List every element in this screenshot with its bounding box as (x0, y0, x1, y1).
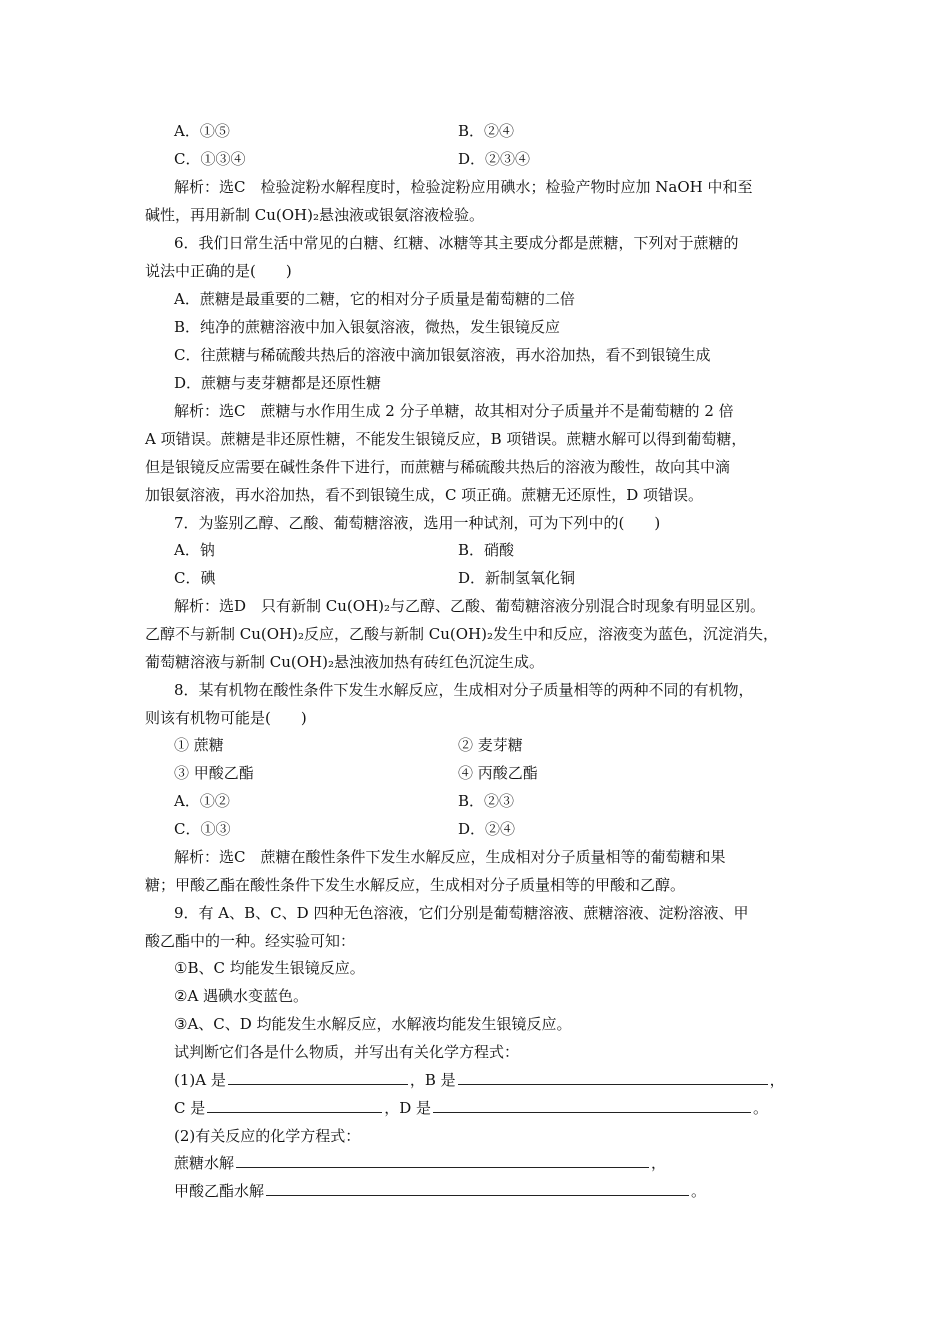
q6-stem-line: 6．我们日常生活中常见的白糖、红糖、冰糖等其主要成分都是蔗糖，下列对于蔗糖的 (174, 234, 739, 252)
q9-prompt: 试判断它们各是什么物质，并写出有关化学方程式： (174, 1043, 520, 1061)
q5-analysis-line: 解析：选C 检验淀粉水解程度时，检验淀粉应用碘水；检验产物时应加 NaOH 中和至 (174, 178, 753, 196)
q5-option-c: C．①③④ (174, 150, 246, 168)
answer-blank-a[interactable] (228, 1070, 408, 1085)
q8-option-c: C．①③ (174, 820, 231, 838)
q8-option-d: D．②④ (458, 820, 516, 838)
q8-option-b: B．②③ (458, 792, 515, 810)
answer-blank-d[interactable] (433, 1098, 751, 1113)
answer-blank-c[interactable] (207, 1098, 382, 1113)
q8-analysis-line: 糖；甲酸乙酯在酸性条件下发生水解反应，生成相对分子质量相等的甲酸和乙醇。 (145, 876, 686, 894)
answer-blank-equation-2[interactable] (266, 1181, 689, 1196)
q6-analysis-line: A 项错误。蔗糖是非还原性糖，不能发生银镜反应，B 项错误。蔗糖水解可以得到葡萄糖， (145, 430, 747, 448)
q8-option-a: A．①② (174, 792, 230, 810)
punct: ， (651, 1154, 667, 1172)
label-c: C 是 (174, 1099, 206, 1117)
q7-option-c: C．碘 (174, 569, 216, 587)
q7-option-b: B．硝酸 (458, 541, 515, 559)
q7-analysis-line: 解析：选D 只有新制 Cu(OH)₂与乙醇、乙酸、葡萄糖溶液分别混合时现象有明显区别。 (174, 597, 766, 615)
q6-stem-line: 说法中正确的是( ) (145, 262, 292, 280)
q5-analysis-line: 碱性，再用新制 Cu(OH)₂悬浊液或银氨溶液检验。 (145, 206, 485, 224)
q9-fact: ①B、C 均能发生银镜反应。 (174, 959, 365, 977)
label-b: ，B 是 (409, 1071, 456, 1089)
answer-blank-b[interactable] (458, 1070, 768, 1085)
q5-option-a: A．①⑤ (174, 122, 230, 140)
q9-fact: ②A 遇碘水变蓝色。 (174, 987, 309, 1005)
q7-stem: 7．为鉴别乙醇、乙酸、葡萄糖溶液，选用一种试剂，可为下列中的( ) (174, 514, 661, 532)
punct: 。 (691, 1182, 707, 1200)
q8-item: ② 麦芽糖 (458, 736, 523, 754)
q5-option-d: D．②③④ (458, 150, 531, 168)
q6-option-d: D．蔗糖与麦芽糖都是还原性糖 (174, 374, 382, 392)
q8-analysis-line: 解析：选C 蔗糖在酸性条件下发生水解反应，生成相对分子质量相等的葡萄糖和果 (174, 848, 726, 866)
q9-equation-line (174, 1179, 706, 1203)
q8-item: ① 蔗糖 (174, 736, 224, 754)
punct: 。 (753, 1099, 769, 1117)
q9-stem-line: 酸乙酯中的一种。经实验可知： (145, 932, 356, 950)
q6-option-c: C．往蔗糖与稀硫酸共热后的溶液中滴加银氨溶液，再水浴加热，看不到银镜生成 (174, 346, 711, 364)
q6-analysis-line: 但是银镜反应需要在碱性条件下进行，而蔗糖与稀硫酸共热后的溶液为酸性，故向其中滴 (145, 458, 731, 476)
q8-stem-line: 则该有机物可能是( ) (145, 709, 307, 727)
q5-option-b: B．②④ (458, 122, 515, 140)
q6-option-a: A．蔗糖是最重要的二糖，它的相对分子质量是葡萄糖的二倍 (174, 290, 575, 308)
q9-part2-heading: (2)有关反应的化学方程式： (174, 1127, 361, 1145)
answer-blank-equation-1[interactable] (236, 1153, 649, 1168)
q6-option-b: B．纯净的蔗糖溶液中加入银氨溶液，微热，发生银镜反应 (174, 318, 561, 336)
q9-part1-line (174, 1096, 768, 1120)
q7-analysis-line: 乙醇不与新制 Cu(OH)₂反应，乙酸与新制 Cu(OH)₂发生中和反应，溶液变为蓝色，沉淀消失， (145, 625, 779, 643)
equation-label: 甲酸乙酯水解 (174, 1182, 265, 1200)
q8-item: ③ 甲酸乙酯 (174, 764, 254, 782)
q6-analysis-line: 加银氨溶液，再水浴加热，看不到银镜生成，C 项正确。蔗糖无还原性，D 项错误。 (145, 486, 704, 504)
punct: ， (769, 1071, 785, 1089)
q7-option-d: D．新制氢氧化铜 (458, 569, 576, 587)
q7-option-a: A．钠 (174, 541, 215, 559)
q9-stem-line: 9．有 A、B、C、D 四种无色溶液，它们分别是葡萄糖溶液、蔗糖溶液、淀粉溶液、甲 (174, 904, 749, 922)
q6-analysis-line: 解析：选C 蔗糖与水作用生成 2 分子单糖，故其相对分子质量并不是葡萄糖的 2 倍 (174, 402, 734, 420)
q8-item: ④ 丙酸乙酯 (458, 764, 538, 782)
q9-fact: ③A、C、D 均能发生水解反应，水解液均能发生银镜反应。 (174, 1015, 572, 1033)
label-a: (1)A 是 (174, 1071, 226, 1089)
equation-label: 蔗糖水解 (174, 1154, 235, 1172)
q9-part1-line (174, 1068, 785, 1092)
label-d: ，D 是 (384, 1099, 432, 1117)
q7-analysis-line: 葡萄糖溶液与新制 Cu(OH)₂悬浊液加热有砖红色沉淀生成。 (145, 653, 545, 671)
q9-equation-line (174, 1151, 666, 1175)
q8-stem-line: 8．某有机物在酸性条件下发生水解反应，生成相对分子质量相等的两种不同的有机物， (174, 681, 754, 699)
